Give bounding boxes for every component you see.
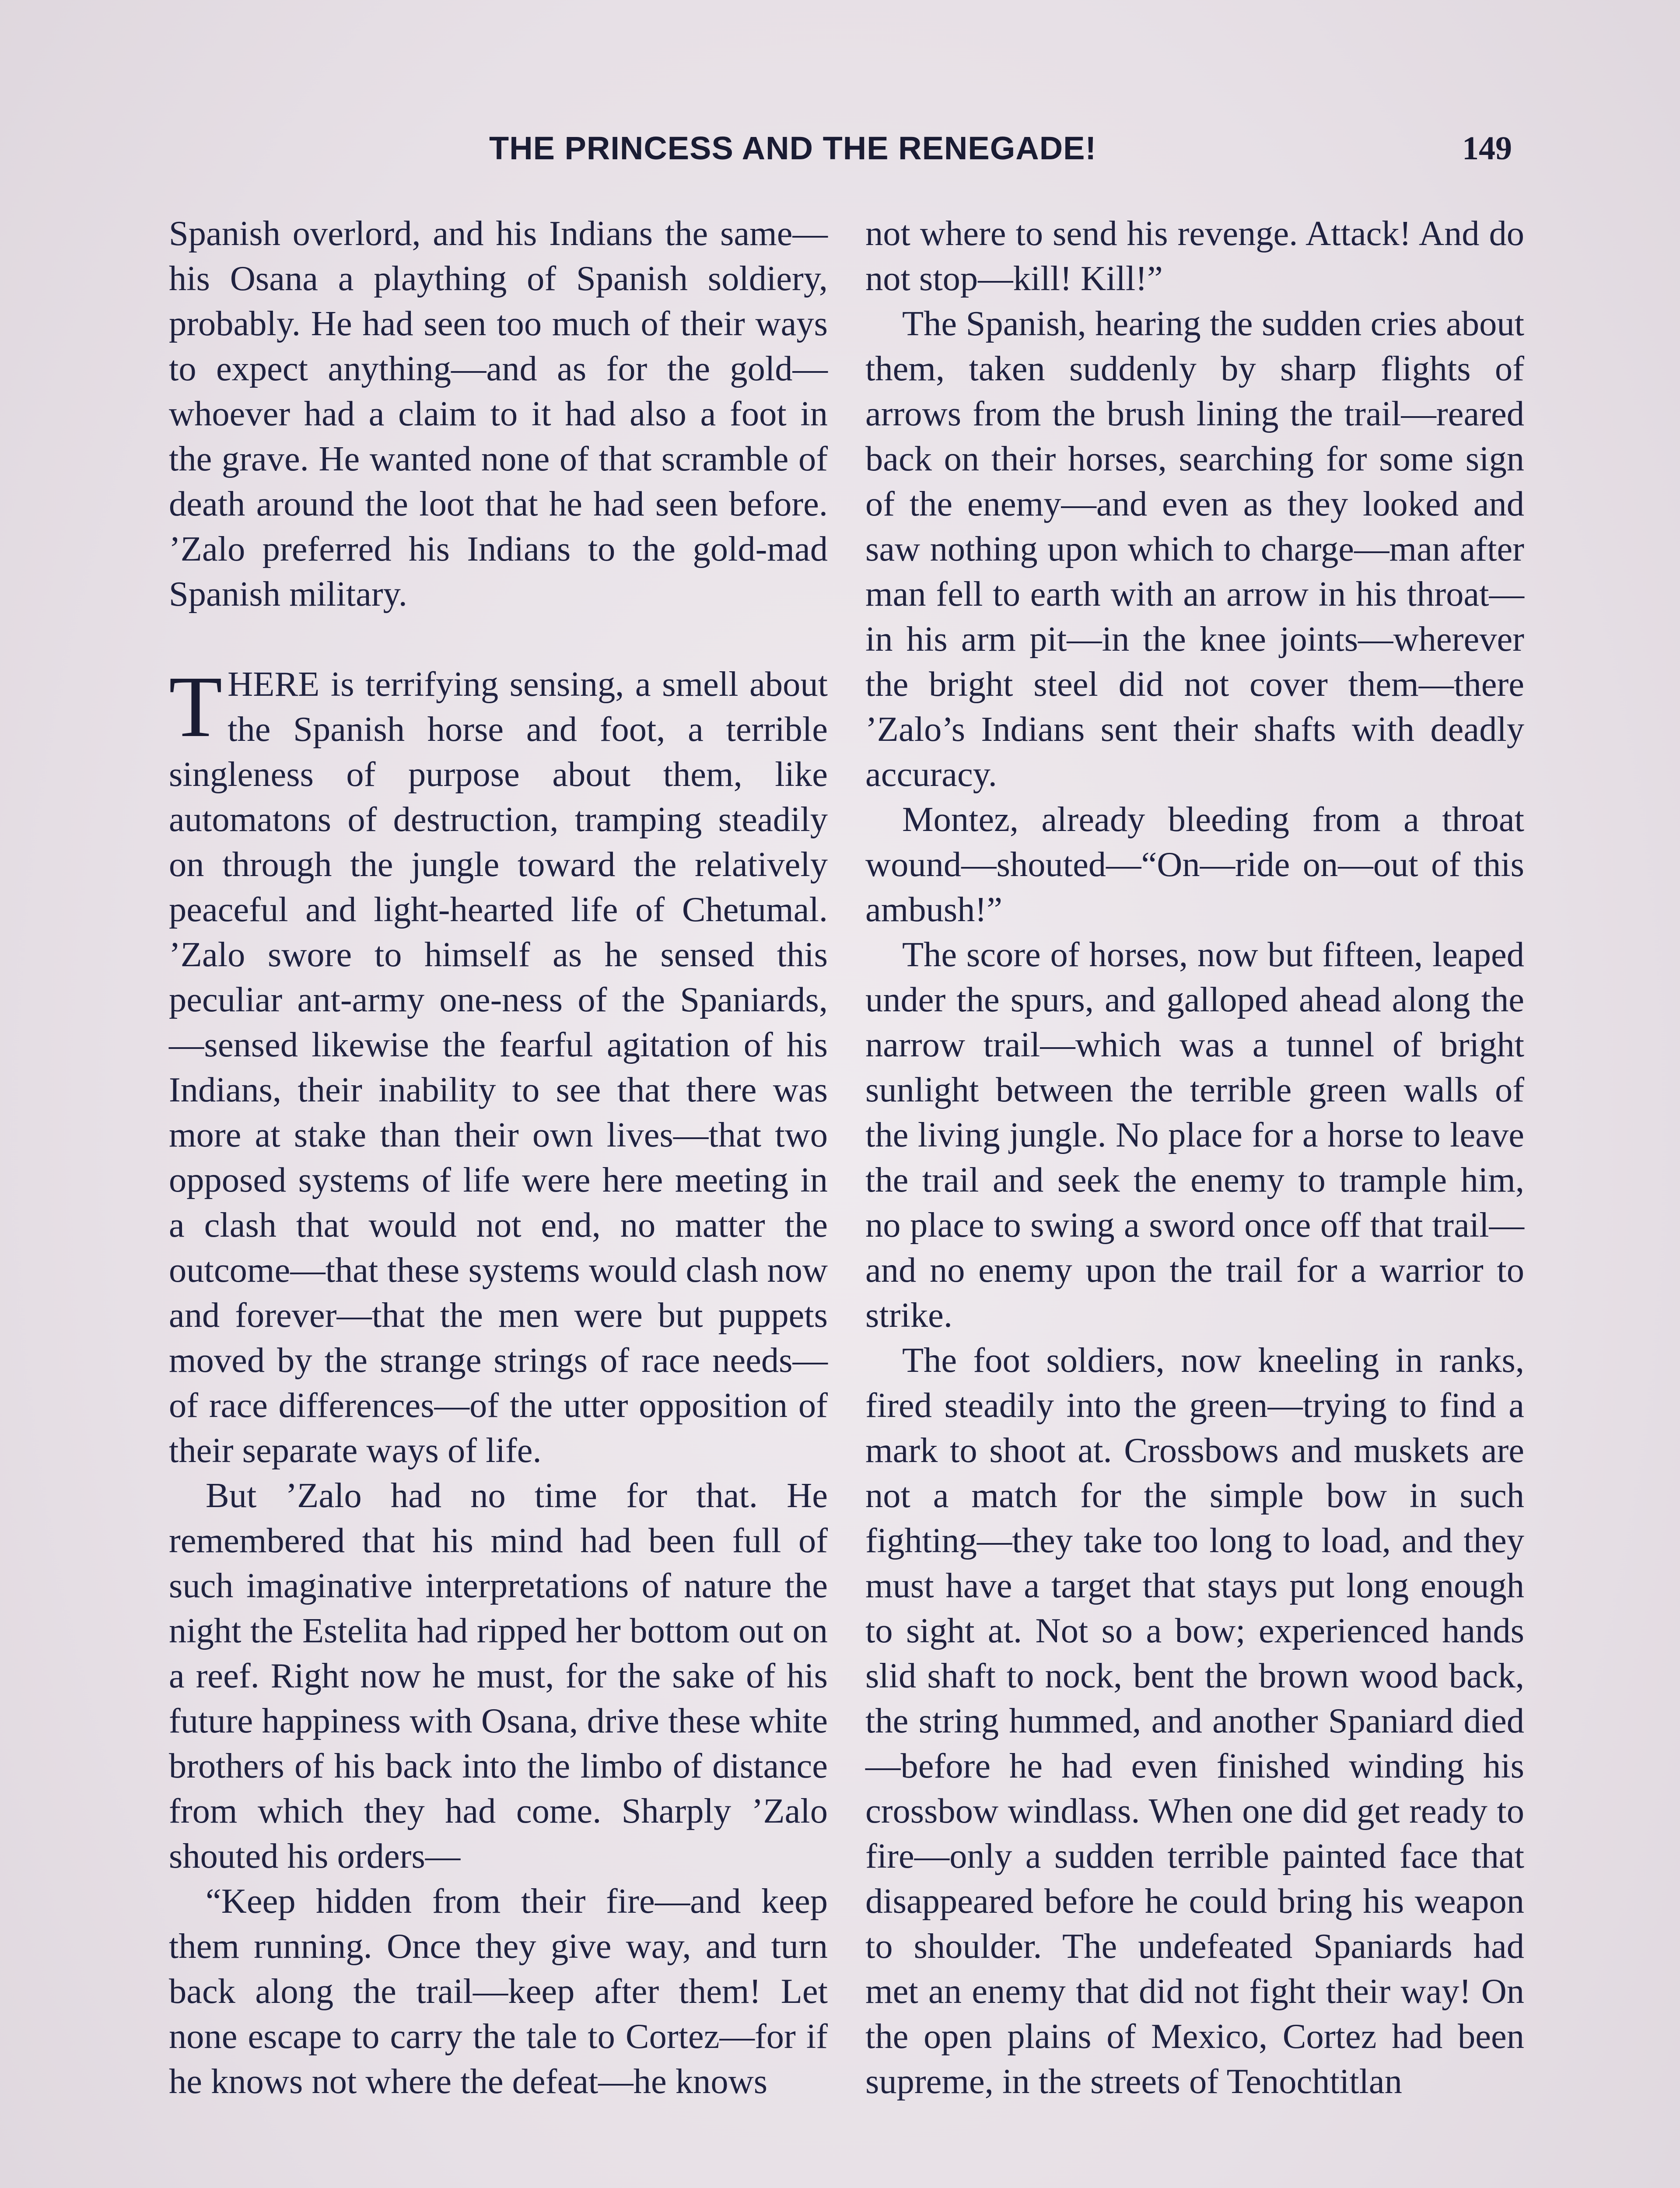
- drop-cap-letter: T: [169, 659, 223, 755]
- paragraph: The foot soldiers, now kneeling in ranks, fired steadily into the green—trying to find a mark to shoot at. Crossbows and muskets are not a match for the simple bow in such fighting—they take too long to load, and they must have a target that stays put long enough to sight at. Not so a bow; experienced hands slid shaft to nock, bent the brown wood back, the string hummed, and another Spaniard died—before he had even finished winding his crossbow windlass. When one did get ready to fire—only a sudden terrible painted face that disappeared before he could bring his weapon to shoulder. The undefeated Spaniards had met an enemy that did not fight their way! On the open plains of Mexico, Cortez had been supreme, in the streets of Tenochtitlan: [865, 1341, 1524, 2101]
- page-number: 149: [1462, 130, 1512, 167]
- paragraph-drop-cap: [169, 659, 828, 1473]
- paragraph: The Spanish, hearing the sudden cries about them, taken suddenly by sharp flights of arrows from the brush lining the trail—reared back on their horses, searching for some sign of the enemy—and even as they looked and saw nothing upon which to charge—man after man fell to earth with an arrow in his throat—in his arm pit—in the knee joints—wherever the bright steel did not cover them—there ’Zalo’s Indians sent their shafts with deadly accuracy.: [865, 304, 1524, 794]
- paragraph: Spanish overlord, and his Indians the same—his Osana a plaything of Spanish soldiery, probably. He had seen too much of their ways to expect anything—and as for the gold—whoever had a claim to it had also a foot in the grave. He wanted none of that scramble of death around the loot that he had seen before. ’Zalo preferred his Indians to the gold-mad Spanish military.: [169, 214, 828, 614]
- running-title: THE PRINCESS AND THE RENEGADE!: [489, 130, 1097, 166]
- paragraph-text: is terrifying sensing, a smell about the Spanish horse and foot, a terrible singleness of purpose about them, like automatons of destruction, tramping steadily on through the jungle toward the relatively peaceful and light-hearted life of Chetumal. ’Zalo swore to himself as he sensed this peculiar ant-army one-ness of the Spaniards,—sensed likewise the fearful agitation of his Indians, their inability to see that there was more at stake than their own lives—that two opposed systems of life were here meeting in a clash that would not end, no matter the outcome—that these systems would clash now and forever—that the men were but puppets moved by the strange strings of race needs—of race differences—of the utter opposition of their separate ways of life.: [169, 665, 828, 1470]
- left-column: [169, 211, 828, 2104]
- paragraph: not where to send his revenge. Attack! And do not stop—kill! Kill!”: [865, 214, 1524, 298]
- paragraph: The score of horses, now but fifteen, leaped under the spurs, and galloped ahead along the narrow trail—which was a tunnel of bright sunlight between the terrible green walls of the living jungle. No place for a horse to leave the trail and seek the enemy to trample him, no place to swing a sword once off that trail—and no enemy upon the trail for a warrior to strike.: [865, 935, 1524, 1335]
- paragraph: Montez, already bleeding from a throat wound—shouted—“On—ride on—out of this ambush!”: [865, 800, 1524, 929]
- lead-word: HERE: [228, 665, 320, 704]
- paragraph: But ’Zalo had no time for that. He remembered that his mind had been full of such imaginative interpretations of nature the night the Estelita had ripped her bottom out on a reef. Right now he must, for the sake of his future happiness with Osana, drive these white brothers of his back into the limbo of distance from which they had come. Sharply ’Zalo shouted his orders—: [169, 1476, 828, 1876]
- paragraph: “Keep hidden from their fire—and keep them running. Once they give way, and turn back along the trail—keep after them! Let none escape to carry the tale to Cortez—for if he knows not where the defeat—he knows: [169, 1882, 828, 2101]
- page-header: [0, 130, 1680, 178]
- right-column: [865, 211, 1524, 2104]
